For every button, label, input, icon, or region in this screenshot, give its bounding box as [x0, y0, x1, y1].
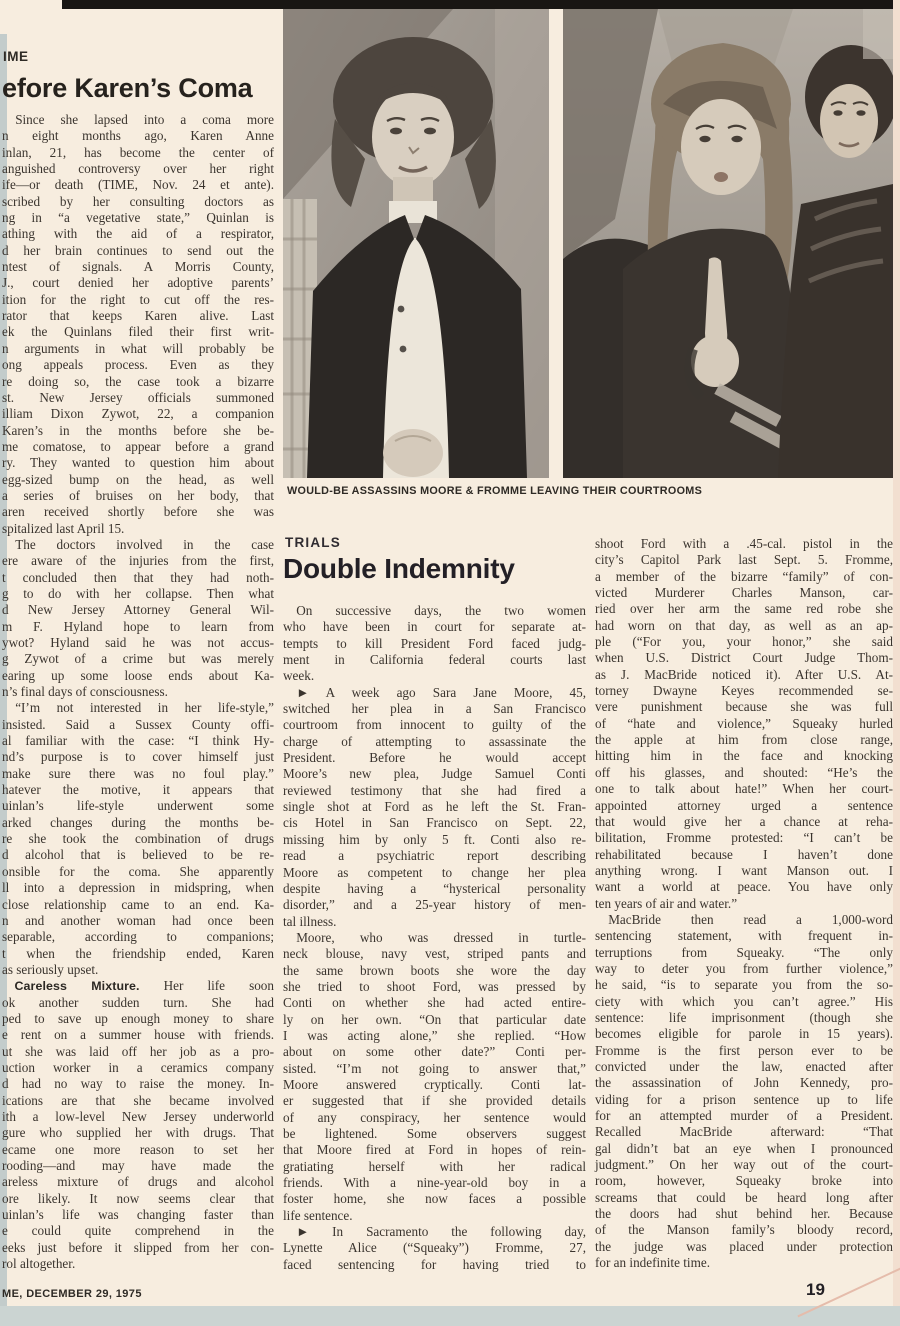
text-line: as seriously upset.: [2, 961, 99, 977]
text-line: friends. With a nine-year-old boy in a: [283, 1175, 586, 1191]
text-line: victed Murderer Charles Manson, car-: [595, 585, 893, 601]
text-line: off his glasses, and shouted: “He’s the: [595, 764, 893, 780]
text-line: t when the friendship ended, Karen: [2, 945, 274, 961]
photo-squeaky-fromme: [563, 9, 893, 478]
text-line: sisted. “I’m not going to answer that,”: [283, 1060, 586, 1076]
text-line: arked changes during the months be-: [2, 814, 274, 830]
text-line: a series of bruises on her body, that: [2, 487, 274, 503]
text-line: Karen’s in the months before she be-: [2, 422, 274, 438]
top-rule: [62, 0, 894, 9]
text-line: the same brown boots she wore the day: [283, 962, 586, 978]
text-line: earing up some loose ends about Ka-: [2, 667, 274, 683]
text-line: despite having a “hysterical personality: [283, 880, 586, 896]
text-line: ut she was laid off her job as a pro-: [2, 1043, 274, 1059]
text-line: The doctors involved in the case: [2, 536, 274, 552]
text-line: rooding—and may have made the: [2, 1158, 274, 1173]
text-line: single shot at Ford as he left the St. Fran-: [283, 799, 586, 815]
text-line: becomes eligible for parole in 15 years).: [595, 1026, 893, 1042]
text-line: President. Before he would accept: [283, 750, 586, 766]
text-line: reviewed testimony that she had fired a: [283, 782, 586, 798]
text-line: Moore as competent to change her plea: [283, 864, 586, 880]
text-line: ly on her own. “On that particular date: [283, 1011, 586, 1027]
text-line: the assassination of John Kennedy, pro-: [595, 1075, 893, 1091]
text-line: egg-sized bump on the head, as well: [2, 471, 274, 487]
text-line: aren received shortly before she was: [2, 504, 274, 520]
text-line: of any conspiracy, her sentence would: [283, 1109, 586, 1125]
text-line: Recalled MacBride afterward: “That: [595, 1124, 893, 1140]
text-line: re she took the combination of drugs: [2, 831, 274, 847]
text-line: ore likely. It now seems clear that: [2, 1190, 274, 1206]
article-title-double-indemnity: Double Indemnity: [283, 553, 515, 584]
text-line: Moore’s new plea, Judge Samuel Conti: [283, 766, 586, 782]
text-line: life sentence.: [283, 1207, 353, 1223]
text-line: convicted under the law, enacted after: [595, 1059, 893, 1074]
text-line: one to talk about hate!” When her court-: [595, 781, 893, 797]
text-line: areless mixture of drugs and alcohol: [2, 1174, 274, 1190]
text-line: ok another sudden turn. She had: [2, 994, 274, 1010]
section-label-crime: IME: [3, 49, 29, 64]
photo-sara-jane-moore: [283, 9, 549, 478]
text-line: g to do with her collapse. Then what: [2, 585, 274, 601]
text-line: m F. Hyland hope to learn from: [2, 618, 274, 634]
scan-edge-bottom: [0, 1306, 900, 1326]
text-line: of the Manson family’s bloody record,: [595, 1222, 893, 1238]
text-line: ► A week ago Sara Jane Moore, 45,: [283, 684, 586, 700]
text-line: as J. MacBride noticed it). After U.S. At-: [595, 666, 893, 682]
text-line: viding for a prison sentence up to life: [595, 1091, 893, 1107]
trials-column-2: [595, 536, 893, 1271]
text-line: he said, “is to separate you from the so-: [595, 977, 893, 993]
text-line: be lightened. Some observers suggest: [283, 1126, 586, 1141]
text-line: disorder,” and a 25-year history of men-: [283, 897, 586, 913]
text-line: tempts to kill President Ford faced judg-: [283, 635, 586, 651]
text-line: n and another woman had once been: [2, 912, 274, 928]
text-line: n’s final days of consciousness.: [2, 684, 168, 700]
text-line: appointed attorney urged a sentence: [595, 797, 893, 813]
text-line: hatever the motive, it appears that: [2, 782, 274, 798]
text-line: Careless Mixture. Her life soon: [2, 978, 274, 994]
text-line: judgment.” On her way out of the court-: [595, 1157, 893, 1173]
text-line: e rent on a summer house with friends.: [2, 1027, 274, 1043]
text-line: spitalized last April 15.: [2, 520, 125, 536]
photo-fromme-illustration: [563, 9, 893, 478]
text-line: of “hate and violence,” Squeaky hurled: [595, 715, 893, 731]
text-line: make sure there was no foul play.”: [2, 765, 274, 781]
text-line: want a world at peace. You have only: [595, 879, 893, 895]
text-line: cis Hotel in San Francisco on Sept. 22,: [283, 815, 586, 831]
text-line: ped to save up enough money to share: [2, 1010, 274, 1026]
text-line: the doors had shut behind her. Because: [595, 1206, 893, 1222]
text-line: uinlan’s life-style underwent some: [2, 798, 274, 814]
text-line: screams that could be heard long after: [595, 1189, 893, 1205]
text-line: close relationship came to an end. Ka-: [2, 896, 274, 912]
text-line: week.: [283, 668, 315, 684]
text-line: she tried to shoot Ford, was pressed by: [283, 978, 586, 994]
text-line: anything wrong. I want Manson out. I: [595, 862, 893, 878]
text-line: nd’s purpose is to cover himself just: [2, 749, 274, 765]
text-line: rator that keeps Karen alive. Last: [2, 308, 274, 324]
text-line: for an indefinite time.: [595, 1255, 710, 1271]
text-line: illiam Dixon Zywot, 22, a companion: [2, 406, 274, 422]
text-line: uction worker in a ceramics company: [2, 1059, 274, 1075]
text-line: d alcohol that is believed to be re-: [2, 847, 274, 863]
page-number: 19: [806, 1280, 825, 1299]
text-line: st. New Jersey officials summoned: [2, 389, 274, 405]
text-line: me comatose, to appear before a grand: [2, 438, 274, 454]
text-line: uinlan’s life was changing faster than: [2, 1207, 274, 1223]
text-line: Moore answered cryptically. Conti lat-: [283, 1076, 586, 1092]
text-line: Conti on whether she had acted entire-: [283, 995, 586, 1011]
text-line: ications are that she became involved: [2, 1092, 274, 1108]
text-line: ment in California federal courts last: [283, 652, 586, 668]
text-line: gal didn’t bat an eye when I pronounced: [595, 1140, 893, 1156]
text-line: missing him by only 5 ft. Conti also re-: [283, 831, 586, 847]
text-line: ith a low-level New Jersey underworld: [2, 1108, 274, 1124]
text-line: hitting him in the face and knocking: [595, 748, 893, 764]
text-line: for an attempted murder of a President.: [595, 1108, 893, 1124]
text-line: vere punishment because she was full: [595, 699, 893, 715]
text-line: ntest of signals. A Morris County,: [2, 259, 274, 275]
text-line: switched her plea in a San Francisco: [283, 701, 586, 717]
text-line: when U.S. District Court Judge Thom-: [595, 650, 893, 666]
text-line: “I’m not interested in her life-style,”: [2, 700, 274, 716]
text-line: rol altogether.: [2, 1256, 76, 1272]
text-line: that Moore fired at Ford in hopes of rein-: [283, 1142, 586, 1158]
text-line: insisted. Said a Sussex County offi-: [2, 716, 274, 732]
text-line: n eight months ago, Karen Anne: [2, 128, 274, 144]
text-line: I was acting alone,” she replied. “How: [283, 1027, 586, 1043]
text-line: gure who supplied her with drugs. That: [2, 1125, 274, 1141]
text-line: ife—or death (TIME, Nov. 24 et ante).: [2, 177, 274, 193]
text-line: On successive days, the two women: [283, 603, 586, 618]
text-line: ll into a depression in midspring, when: [2, 880, 274, 896]
text-line: bilitation, Fromme protested: “I can’t be: [595, 830, 893, 846]
text-line: sentence: life imprisonment (though she: [595, 1009, 893, 1025]
text-line: neck blouse, navy vest, striped pants and: [283, 946, 586, 962]
text-line: d her brain continues to send out the: [2, 242, 274, 258]
text-line: J., court denied her adoptive parents’: [2, 275, 274, 291]
text-line: room, however, Squeaky broke into: [595, 1173, 893, 1189]
photo-moore-illustration: [283, 9, 549, 478]
text-line: faced sentencing for having tried to: [283, 1256, 586, 1272]
text-line: city’s Capitol Park last Sept. 5. Fromme,: [595, 552, 893, 568]
text-line: way to deter you from further violence,”: [595, 960, 893, 976]
text-line: ong appeals process. Even as they: [2, 357, 274, 373]
text-line: ecame one more reason to set her: [2, 1141, 274, 1157]
text-line: ► In Sacramento the following day,: [283, 1224, 586, 1240]
text-line: Since she lapsed into a coma more: [2, 112, 274, 127]
text-line: terruptions from Squeaky. “The only: [595, 944, 893, 960]
text-line: Fromme is the first person ever to be: [595, 1042, 893, 1058]
text-line: ere aware of the injuries from the first,: [2, 553, 274, 569]
text-line: courtroom from innocent to guilty of the: [283, 717, 586, 733]
text-line: tal illness.: [283, 913, 337, 929]
text-line: ition for the right to cut off the res-: [2, 291, 274, 307]
text-line: sentencing statement, with frequent in-: [595, 928, 893, 944]
text-line: ywot? Hyland said he was not accus-: [2, 635, 274, 650]
text-line: who have been in court for separate at-: [283, 619, 586, 635]
text-line: gratiating herself with her radical: [283, 1158, 586, 1174]
photo-caption: WOULD-BE ASSASSINS MOORE & FROMME LEAVING THEIR COURTROOMS: [287, 485, 703, 497]
text-line: the judge was placed under protection: [595, 1238, 893, 1254]
text-line: charge of attempting to assassinate the: [283, 733, 586, 749]
text-line: al familiar with the case: “I think Hy-: [2, 733, 274, 749]
text-line: torney Dwayne Keyes recommended se-: [595, 683, 893, 699]
text-line: e could quite comprehend in the: [2, 1223, 274, 1239]
text-line: scribed by her consulting doctors as: [2, 193, 274, 209]
text-line: ry. They wanted to question him about: [2, 455, 274, 471]
page-edge-right: [893, 0, 900, 1306]
text-line: read a psychiatric report describing: [283, 848, 586, 864]
text-line: the apple at him from close range,: [595, 732, 893, 748]
text-line: t concluded then that they had noth-: [2, 569, 274, 585]
article-title-karens-coma: efore Karen’s Coma: [2, 73, 253, 103]
text-line: foster home, she now faces a possible: [283, 1191, 586, 1207]
text-line: rehabilitated because I haven’t done: [595, 846, 893, 862]
text-line: athing with the aid of a respirator,: [2, 226, 274, 242]
text-line: onsible for the coma. She apparently: [2, 863, 274, 879]
text-line: inlan, 21, has become the center of: [2, 144, 274, 160]
text-line: ried over her arm the same red robe she: [595, 601, 893, 617]
text-line: d had no way to raise the money. In-: [2, 1076, 274, 1092]
text-line: ek the Quinlans filed their first writ-: [2, 324, 274, 340]
text-line: d New Jersey Attorney General Wil-: [2, 602, 274, 618]
article-body-left-column: [2, 112, 274, 1272]
text-line: re doing so, the case took a bizarre: [2, 373, 274, 389]
trials-column-1: [283, 603, 586, 1273]
text-line: MacBride then read a 1,000-word: [595, 911, 893, 927]
text-line: n arguments in what will probably be: [2, 340, 274, 356]
text-line: about on some other date?” Conti per-: [283, 1044, 586, 1060]
text-line: ple (“For you, your honor,” she said: [595, 634, 893, 650]
text-line: ciety with which you can’t agree.” His: [595, 993, 893, 1009]
text-line: a member of the bizarre “family” of con-: [595, 568, 893, 584]
text-line: separable, according to companions;: [2, 929, 274, 945]
text-line: anguished controversy over her right: [2, 161, 274, 177]
text-line: ten years of air and water.”: [595, 895, 738, 911]
text-line: ng in “a vegetative state,” Quinlan is: [2, 210, 274, 226]
text-line: Moore, who was dressed in turtle-: [283, 929, 586, 945]
text-line: shoot Ford with a .45-cal. pistol in the: [595, 536, 893, 551]
text-line: g Zywot of a crime but was merely: [2, 651, 274, 667]
text-line: er suggested that if she provided details: [283, 1093, 586, 1109]
text-line: eeks just before it slipped from her con-: [2, 1239, 274, 1255]
text-line: Lynette Alice (“Squeaky”) Fromme, 27,: [283, 1240, 586, 1256]
text-line: had worn on that day, as well as an ap-: [595, 617, 893, 633]
text-line: that would give her a chance at reha-: [595, 813, 893, 829]
section-label-trials: TRIALS: [285, 535, 341, 550]
issue-date: ME, DECEMBER 29, 1975: [2, 1288, 142, 1300]
